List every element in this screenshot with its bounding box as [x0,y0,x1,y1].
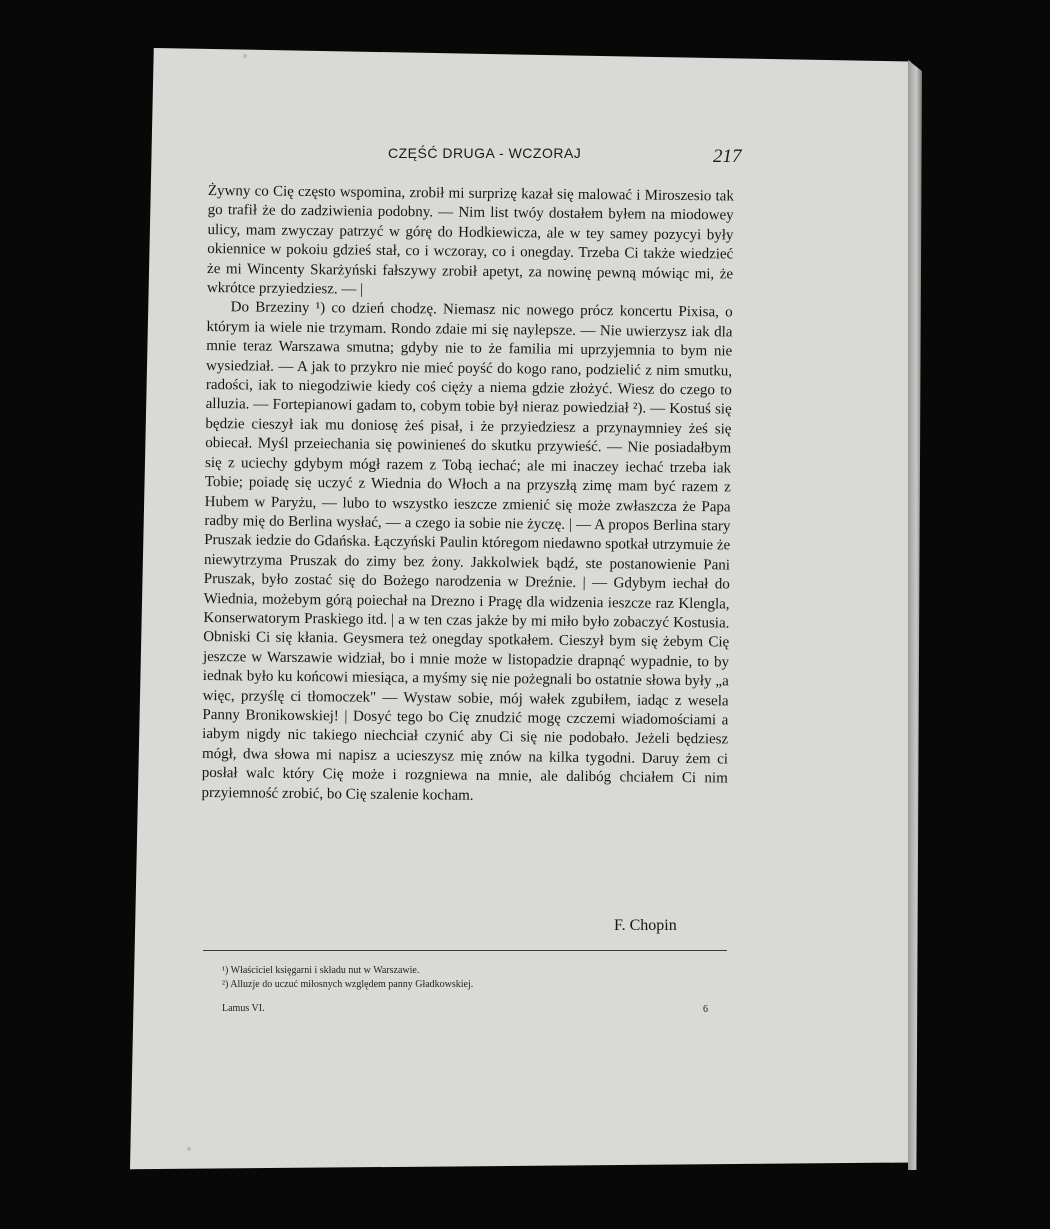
volume-label: Lamus VI. [222,1003,265,1014]
letter-body [201,182,733,808]
signature: F. Chopin [614,917,677,934]
footnotes [222,964,702,992]
footnote [222,978,702,992]
page-number: 217 [713,146,742,167]
running-title: CZĘŚĆ DRUGA - WCZORAJ [388,145,582,161]
signature-mark: 6 [703,1004,708,1015]
page-edge [908,60,922,1170]
footnote-mark: ²) [222,979,229,990]
paragraph: Żywny co Cię często wspomina, zrobił mi surprizę kazał się malować i Miroszesio tak go trafił że do zadziwienia podobny. — Nim list twóy dostałem byłem na miodowey ulicy, mam zwyczay patrzyć w górę do Hodkiewicza, ale w tey samey pozycyi były okiennice w pokoiu gdzieś stał, co i wczoray, co i onegday. Trzeba Ci także wiedzieć że mi Wincenty Skarżyński fałszywy zrobił apetyt, za nowinę pewną mówiąc mi, że wkrótce przyiedziesz. — | [206,182,734,298]
paragraph: Do Brzeziny ¹) co dzień chodzę. Niemasz nic nowego prócz koncertu Pixisa, o którym ia wiele nie trzymam. Rondo zdaie mi się naylepsze. — Nie uwierzysz iak dla mnie teraz Warszawa smutna; gdyby nie to że familia mi uprzyjemnia to bym nie wysiedział. — A jak to przykro nie mieć poyść do kogo rano, podzielić z nim smutku, radości, iak to niegodziwie kiedy coś cięży a niema gdzie złożyć. Wiesz do czego to alluzia. — Fortepianowi gadam to, cobym tobie był nieraz powiedział ²). — Kostuś się będzie cieszył iak mu doniosę żeś pisał, i że przyiedziesz a przynaymniey żeś się obiecał. Myśl przeiechania się powinieneś do skutku przywieść. — Nie posiadałbym się z uciechy gdybym mógł razem z Tobą iechać; ale mi inaczey iechać trzeba iak Tobie; poiadę się uczyć z Wiednia do Włoch a na przyszłą zimę mam być razem z Hubem w Paryżu, — lubo to wszystko ieszcze zmienić się może zwłaszcza że Papa radby mię do Berlina wysłać, — a czego ia sobie nie życzę. | — A propos Berlina stary Pruszak iedzie do Gdańska. Łączyński Paulin któregom niedawno spotkał utrzymuie że niewytrzyma Pruszak do zimy bez żony. Jakkolwiek bądź, ste postanowienie Pani Pruszak, było zostać się do Bożego narodzenia w Dreźnie. | — Gdybym iechał do Wiednia, możebym górą poiechał na Drezno i Pragę dla widzenia ieszcze raz Klengla, Konserwatorym Praskiego itd. | a w ten czas jakże by mi miło było zobaczyć Kostusia. Obniski Ci się kłania. Geysmera też onegday spotkałem. Cieszył bym się żebym Cię jeszcze w Warszawie widział, bo i mnie może w listopadzie drapnąć wypadnie, to by iednak było ku końcowi miesiąca, a myśmy się nie pożegnali bo ostatnie słowa były „a więc, przyślę ci tłomoczek" — Wystaw sobie, mój wałek zgubiłem, iadąc z wesela Panny Bronikowskiej! | Dosyć tego bo Cię znudzić mogę czczemi wiadomościami a iabym nigdy nic takiego niechciał czynić aby Ci się nie podobało. Jeżeli będziesz mógł, dwa słowa mi napisz a ucieszysz mię znów na kilka tygodni. Daruy żem ci posłał walc który Cię może i rozgniewa na mnie, ale dalibóg chciałem Ci nim przyiemność zrobić, bo Cię szalenie kocham. [201,299,733,804]
footnote-text: Alluzje do uczuć miłosnych względem panny Gładkowskiej. [230,979,474,990]
footnote-text: Właściciel księgarni i składu nut w Warszawie. [230,965,420,976]
paper-speck [187,1147,191,1151]
footnote-rule [203,950,727,951]
paper-speck [243,54,247,58]
footnote-mark: ¹) [222,965,229,976]
footnote [222,964,702,978]
